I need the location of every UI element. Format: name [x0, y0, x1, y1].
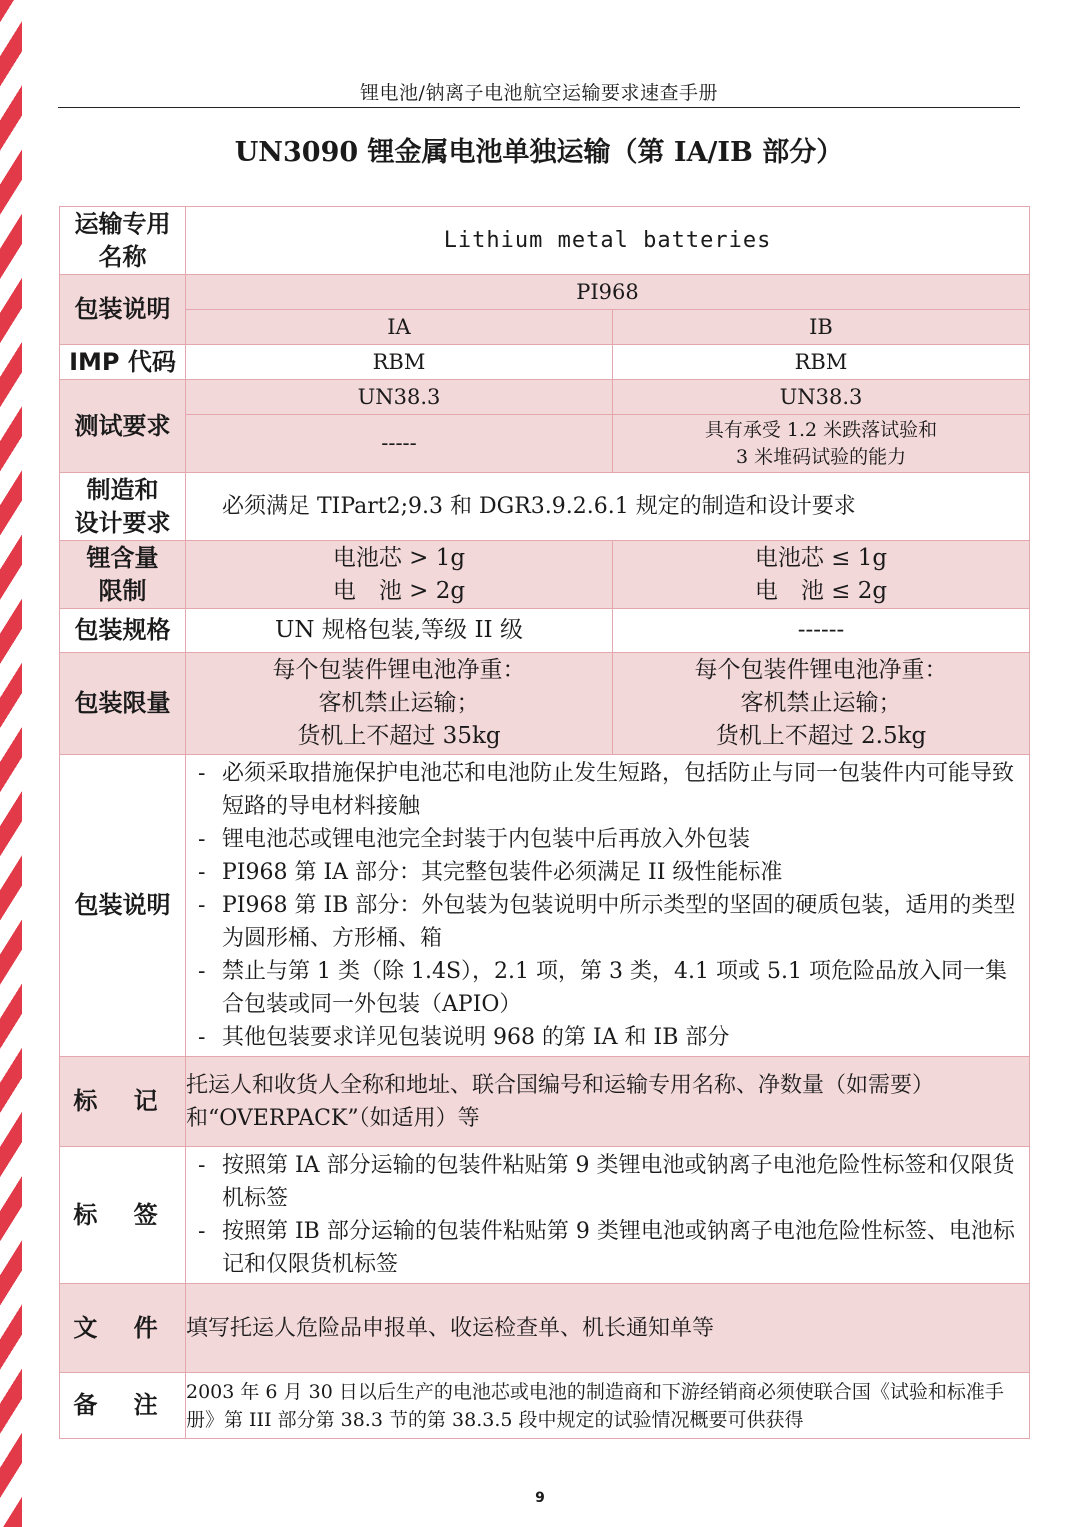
- row-lithium-limit: [60, 541, 1030, 609]
- list-item: - 按照第 IB 部分运输的包装件粘贴第 9 类锂电池或钠离子电池危险性标签、电池标记和仅限货机标签: [194, 1215, 1021, 1281]
- test-req-ib-2: 具有承受 1.2 米跌落试验和 3 米堆码试验的能力: [613, 415, 1030, 473]
- remarks-value: 2003 年 6 月 30 日以后生产的电池芯或电池的制造商和下游经销商必须使联合国《试验和标准手册》第 III 部分第 38.3 节的第 38.3.5 段中规定的试验情况概要可供获得: [186, 1373, 1030, 1439]
- list-item: - 必须采取措施保护电池芯和电池防止发生短路，包括防止与同一包装件内可能导致短路的导电材料接触: [194, 757, 1021, 823]
- label-manufacture: 制造和 设计要求: [60, 473, 186, 541]
- pack-limit-ib: 每个包装件锂电池净重： 客机禁止运输； 货机上不超过 2.5kg: [613, 653, 1030, 755]
- pack-notes-list: [186, 755, 1029, 1056]
- labels-list: [186, 1147, 1029, 1283]
- label-documents: 文 件: [60, 1284, 186, 1373]
- row-pack-limit: [60, 653, 1030, 755]
- row-marking: [60, 1057, 1030, 1147]
- list-item: - 禁止与第 1 类（除 1.4S），2.1 项，第 3 类，4.1 项或 5.1 项危险品放入同一集合包装或同一外包装（APIO）: [194, 955, 1021, 1021]
- hazard-stripe-border: [0, 0, 22, 1527]
- part-ib-header: IB: [613, 310, 1030, 345]
- manufacture-value: 必须满足 TIPart2;9.3 和 DGR3.9.2.6.1 规定的制造和设计要求: [186, 473, 1030, 541]
- row-part-headers: [60, 310, 1030, 345]
- marking-value: 托运人和收货人全称和地址、联合国编号和运输专用名称、净数量（如需要）和“OVERPACK”（如适用）等: [186, 1057, 1030, 1147]
- row-pack-spec: [60, 609, 1030, 653]
- row-packing-instruction: [60, 275, 1030, 310]
- imp-code-ia: RBM: [186, 345, 613, 380]
- documents-value: 填写托运人危险品申报单、收运检查单、机长通知单等: [186, 1284, 1030, 1373]
- pi-number: PI968: [186, 275, 1030, 310]
- pack-spec-ia: UN 规格包装,等级 II 级: [186, 609, 613, 653]
- label-remarks: 备 注: [60, 1373, 186, 1439]
- labels-cell: [186, 1147, 1030, 1284]
- row-test-req-1: [60, 380, 1030, 415]
- test-req-ia-1: UN38.3: [186, 380, 613, 415]
- pack-notes-cell: [186, 755, 1030, 1057]
- row-test-req-2: [60, 415, 1030, 473]
- page-title: UN3090 锂金属电池单独运输（第 IA/IB 部分）: [234, 137, 844, 168]
- label-labels: 标 签: [60, 1147, 186, 1284]
- row-pack-notes: [60, 755, 1030, 1057]
- label-pack-limit: 包装限量: [60, 653, 186, 755]
- imp-code-ib: RBM: [613, 345, 1030, 380]
- list-item: - PI968 第 IB 部分：外包装为包装说明中所示类型的坚固的硬质包装，适用的类型为圆形桶、方形桶、箱: [194, 889, 1021, 955]
- shipping-name-value: Lithium metal batteries: [186, 207, 1030, 275]
- requirements-table: [59, 206, 1030, 1439]
- label-lithium-limit: 锂含量 限制: [60, 541, 186, 609]
- page-number: 9: [535, 1490, 545, 1506]
- running-header: 锂电池/钠离子电池航空运输要求速查手册: [360, 82, 718, 104]
- lithium-limit-ia: 电池芯 > 1g 电 池 > 2g: [186, 541, 613, 609]
- pack-limit-ia: 每个包装件锂电池净重： 客机禁止运输； 货机上不超过 35kg: [186, 653, 613, 755]
- row-documents: [60, 1284, 1030, 1373]
- row-labels: [60, 1147, 1030, 1284]
- list-item: - 其他包装要求详见包装说明 968 的第 IA 和 IB 部分: [194, 1021, 1021, 1054]
- part-ia-header: IA: [186, 310, 613, 345]
- list-item: - 锂电池芯或锂电池完全封装于内包装中后再放入外包装: [194, 823, 1021, 856]
- test-req-ia-2: -----: [186, 415, 613, 473]
- header-divider: [58, 107, 1020, 108]
- row-manufacture: [60, 473, 1030, 541]
- list-item: - PI968 第 IA 部分：其完整包装件必须满足 II 级性能标准: [194, 856, 1021, 889]
- label-marking: 标 记: [60, 1057, 186, 1147]
- row-remarks: [60, 1373, 1030, 1439]
- label-test-req: 测试要求: [60, 380, 186, 473]
- label-packing-instruction: 包装说明: [60, 275, 186, 345]
- label-shipping-name: 运输专用 名称: [60, 207, 186, 275]
- label-imp-code: IMP 代码: [60, 345, 186, 380]
- lithium-limit-ib: 电池芯 ≤ 1g 电 池 ≤ 2g: [613, 541, 1030, 609]
- label-pack-spec: 包装规格: [60, 609, 186, 653]
- label-pack-notes: 包装说明: [60, 755, 186, 1057]
- row-shipping-name: [60, 207, 1030, 275]
- test-req-ib-1: UN38.3: [613, 380, 1030, 415]
- list-item: - 按照第 IA 部分运输的包装件粘贴第 9 类锂电池或钠离子电池危险性标签和仅限货机标签: [194, 1149, 1021, 1215]
- row-imp-code: [60, 345, 1030, 380]
- pack-spec-ib: ------: [613, 609, 1030, 653]
